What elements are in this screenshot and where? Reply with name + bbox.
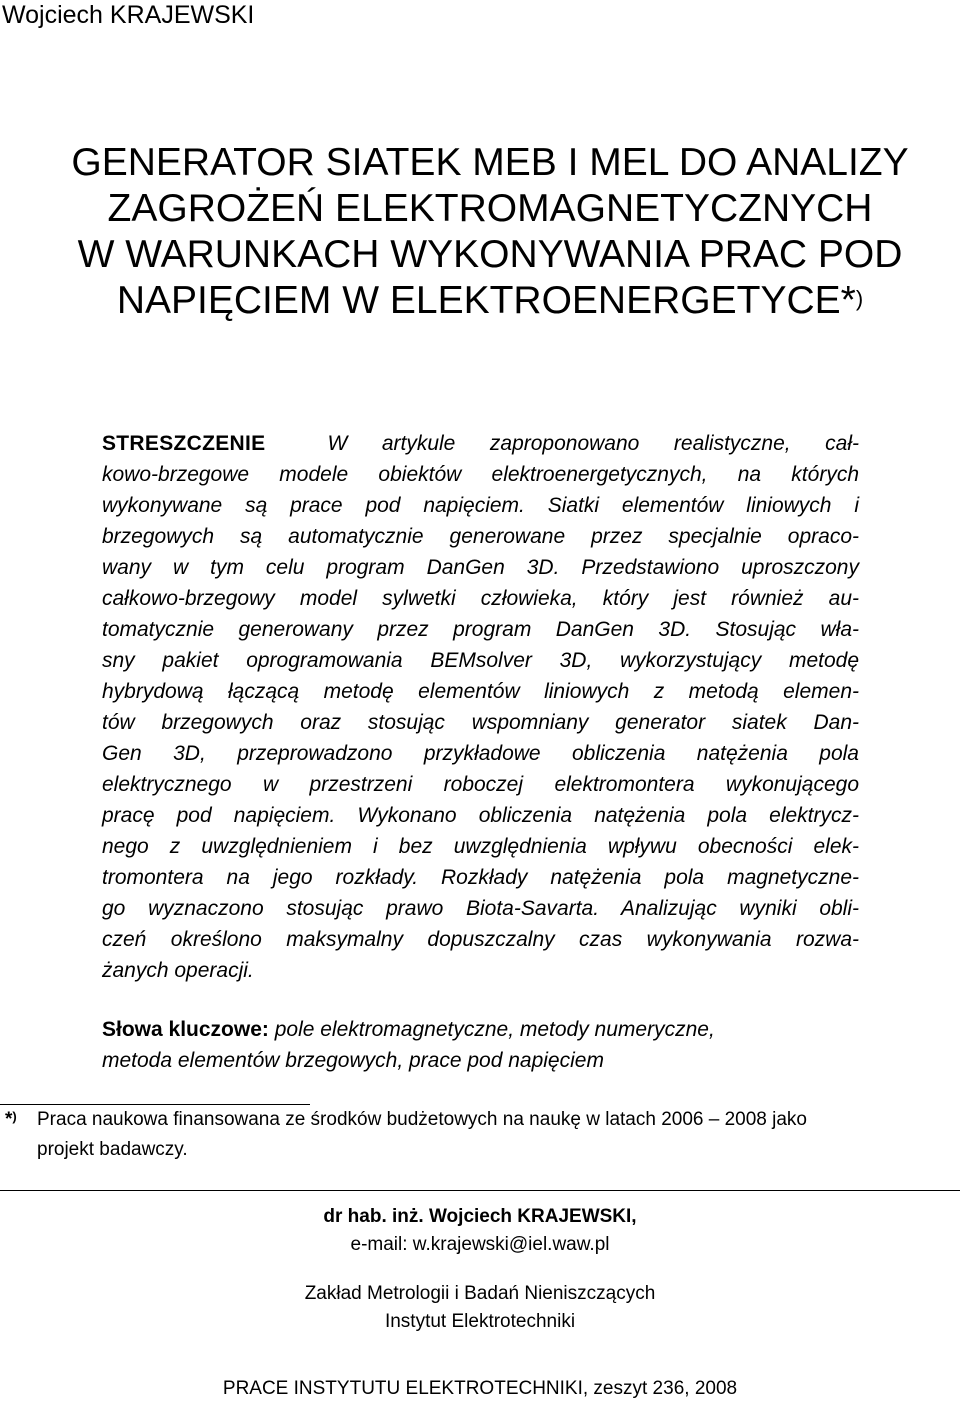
abstract xyxy=(102,428,859,986)
department: Zakład Metrologii i Badań Nieniszczących xyxy=(304,1283,656,1304)
keywords xyxy=(102,1014,859,1076)
keywords-line-1 xyxy=(102,1014,859,1045)
keywords-text-1: pole elektromagnetyczne, metody numeryczne, xyxy=(274,1018,715,1041)
abstract-line-13: pracę pod napięciem. Wykonano obliczenia natężenia pola elektrycz- xyxy=(102,804,859,827)
keywords-line-2: metoda elementów brzegowych, prace pod napięciem xyxy=(102,1049,604,1072)
abstract-line-7: tomatycznie generowany przez program DanGen 3D. Stosując wła- xyxy=(102,618,859,641)
abstract-line-8: sny pakiet oprogramowania BEMsolver 3D, wykorzystujący metodę xyxy=(102,649,859,672)
abstract-text-1: W artykule zaproponowano realistyczne, cał- xyxy=(327,432,859,455)
running-header-author: Wojciech KRAJEWSKI xyxy=(2,1,255,29)
footnote-marker xyxy=(5,1105,17,1135)
footnote-line-2: projekt badawczy. xyxy=(37,1139,188,1160)
title-footnote-paren: ) xyxy=(855,286,864,311)
footnote-line-1: Praca naukowa finansowana ze środków budżetowych na naukę w latach 2006 – 2008 jako xyxy=(37,1109,808,1130)
title-line-4: NAPIĘCIEM W ELEKTROENERGETYCE xyxy=(116,279,841,322)
author-email: e-mail: w.krajewski@iel.waw.pl xyxy=(350,1234,610,1255)
abstract-line-3 xyxy=(102,490,859,521)
title-line-3: W WARUNKACH WYKONYWANIA PRAC POD xyxy=(77,233,903,276)
paper-title xyxy=(50,140,930,324)
abstract-label: STRESZCZENIE xyxy=(102,432,266,455)
abstract-line-15: tromontera na jego rozkłady. Rozkłady natężenia pola magnetyczne- xyxy=(102,866,859,889)
abstract-line-5: wany w tym celu program DanGen 3D. Przedstawiono uproszczony xyxy=(102,556,859,579)
author-contact xyxy=(0,1203,960,1259)
author-affiliation xyxy=(0,1280,960,1336)
footnote-paren: ) xyxy=(12,1109,17,1124)
journal-citation: PRACE INSTYTUTU ELEKTROTECHNIKI, zeszyt 236, 2008 xyxy=(222,1378,738,1399)
abstract-line-18: żanych operacji. xyxy=(102,959,254,982)
author-name: dr hab. inż. Wojciech KRAJEWSKI, xyxy=(323,1206,637,1227)
abstract-line-9: hybrydową łączącą metodę elementów liniowych z metodą elemen- xyxy=(102,680,859,703)
abstract-text-3: wykonywane są prace pod napięciem. Siatki elementów liniowych i xyxy=(102,494,859,517)
institute: Instytut Elektrotechniki xyxy=(384,1311,576,1332)
title-line-2: ZAGROŻEŃ ELEKTROMAGNETYCZNYCH xyxy=(107,187,873,230)
abstract-line-14: nego z uwzględnieniem i bez uwzględnienia wpływu obecności elek- xyxy=(102,835,859,858)
abstract-line-2: kowo-brzegowe modele obiektów elektroenergetycznych, na których xyxy=(102,463,859,486)
footnote-star: * xyxy=(5,1109,13,1130)
abstract-line-4: brzegowych są automatycznie generowane przez specjalnie opraco- xyxy=(102,525,859,548)
abstract-line-6: całkowo-brzegowy model sylwetki człowieka, który jest również au- xyxy=(102,587,859,610)
title-line-1: GENERATOR SIATEK MEB I MEL DO ANALIZY xyxy=(71,141,909,184)
keywords-label: Słowa kluczowe: xyxy=(102,1018,269,1041)
abstract-line-17: czeń określono maksymalny dopuszczalny czas wykonywania rozwa- xyxy=(102,928,859,951)
abstract-line-10: tów brzegowych oraz stosując wspomniany generator siatek Dan- xyxy=(102,711,859,734)
title-footnote-star: * xyxy=(840,279,856,322)
abstract-line-16: go wyznaczono stosując prawo Biota-Savarta. Analizując wyniki obli- xyxy=(102,897,859,920)
footnote-text xyxy=(37,1105,957,1165)
abstract-line-12: elektrycznego w przestrzeni roboczej elektromontera wykonującego xyxy=(102,773,859,796)
affiliation-separator xyxy=(0,1190,960,1191)
abstract-line-1 xyxy=(102,428,859,459)
abstract-line-11: Gen 3D, przeprowadzono przykładowe obliczenia natężenia pola xyxy=(102,742,859,765)
title-line-4-wrap xyxy=(50,278,930,324)
